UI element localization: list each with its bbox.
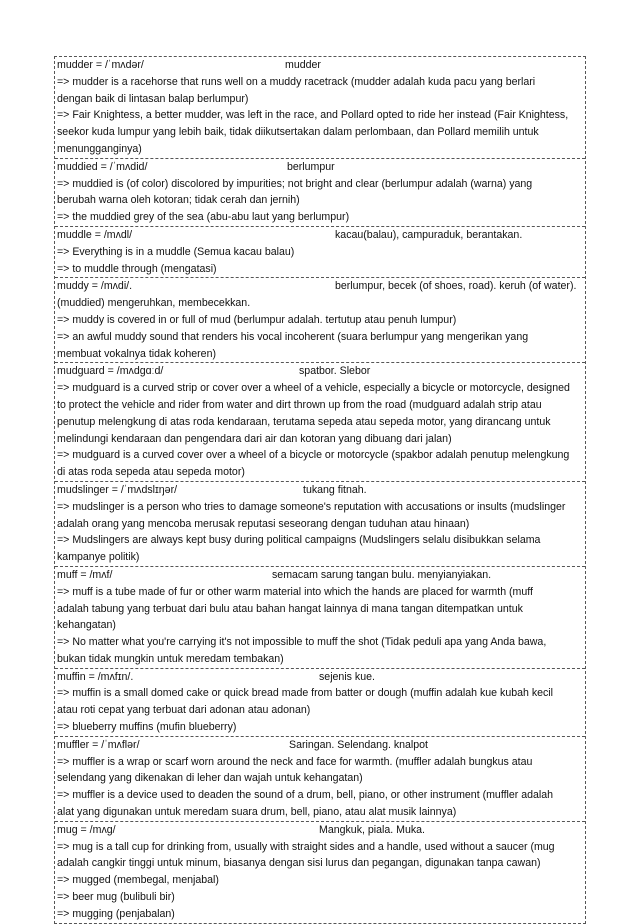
entry-line: => Fair Knightess, a better mudder, was left in the race, and Pollard opted to ride her instead (Fair Knightess, [57,109,569,122]
entry-line: dengan baik di lintasan balap berlumpur) [57,92,249,105]
entry-header [57,227,583,244]
entry-line: berubah warna oleh kotoran; tidak cerah dan jernih) [57,194,300,207]
entry-line: => Mudslingers are always kept busy during political campaigns (Mudslingers selalu disibukkan selama [57,534,541,547]
headword: mug = /mʌɡ/ [57,823,116,836]
entry-header [57,669,583,686]
headword-meaning: berlumpur [287,160,335,173]
entry-line: adalah tabung yang terbuat dari bulu atau bahan hangat lainnya di mana tangan ditempatkan untuk [57,602,523,615]
dictionary-entry [55,481,585,566]
dictionary-entry [55,226,585,277]
entry-line: => the muddied grey of the sea (abu-abu laut yang berlumpur) [57,211,350,224]
entry-line: => mudguard is a curved cover over a wheel of a bicycle or motorcycle (spakbor adalah penutup melengkung [57,449,570,462]
headword-meaning: semacam sarung tangan bulu. menyianyiakan. [272,568,492,581]
headword-meaning: Mangkuk, piala. Muka. [319,823,425,836]
entry-line: => mug is a tall cup for drinking from, usually with straight sides and a handle, used without a saucer (mug [57,840,555,853]
headword-meaning: spatbor. Slebor [299,365,371,378]
dictionary-entry [55,566,585,668]
dictionary-entry [55,277,585,362]
entry-line: seekor kuda lumpur yang lebih baik, tidak diikutsertakan dalam perlombaan, dan Pollard memilih untuk [57,126,539,139]
entry-line: => mugging (penjabalan) [57,907,175,920]
entry-line: => beer mug (bulibuli bir) [57,891,175,904]
entry-line: => muff is a tube made of fur or other warm material into which the hands are placed for warmth (muff [57,585,533,598]
entry-line: => an awful muddy sound that renders his vocal incoherent (suara berlumpur yang mengerikan yang [57,330,529,343]
entry-line: to protect the vehicle and rider from water and dirt thrown up from the road (mudguard adalah strip atau [57,398,542,411]
entry-header [57,822,583,839]
entry-line: di atas roda sepeda atau sepeda motor) [57,466,245,479]
entry-header [57,482,583,499]
entry-line: => blueberry muffins (mufin blueberry) [57,721,237,734]
headword: mudguard = /mʌdɡɑːd/ [57,365,164,378]
headword: muddied = /ˈmʌdid/ [57,160,148,173]
entry-header [57,159,583,176]
entry-line: alat yang digunakan untuk meredam suara drum, bell, piano, atau alat musik lainnya) [57,806,457,819]
entry-header [57,278,583,295]
entry-line: kampanye politik) [57,551,140,564]
entry-line: => muddied is (of color) discolored by impurities; not bright and clear (berlumpur adalah (warna) yang [57,177,533,190]
dictionary-entry [55,362,585,481]
dictionary-entry [55,668,585,736]
entry-line: => Everything is in a muddle (Semua kacau balau) [57,245,295,258]
headword: mudder = /ˈmʌdər/ [57,59,144,71]
headword: muddy = /mʌdi/. [57,280,133,293]
entry-line: melindungi kendaraan dan pengendara dari air dan kotoran yang dibuang dari jalan) [57,432,452,445]
entry-line: => mudguard is a curved strip or cover over a wheel of a vehicle, especially a bicycle or motorcycle, designed [57,382,570,395]
entry-line: penutup melengkung di atas roda kendaraan, terutama sepeda atau sepeda motor, yang dirancang untuk [57,415,551,428]
entry-header [57,567,583,584]
entry-line: => No matter what you're carrying it's not impossible to muff the shot (Tidak peduli apa yang Anda bawa, [57,636,547,649]
headword: muff = /mʌf/ [57,568,113,581]
headword: muffin = /mʌfɪn/. [57,670,134,683]
entry-line: => muffler is a device used to deaden the sound of a drum, bell, piano, or other instrument (muffler adalah [57,789,554,802]
dictionary-entry [55,736,585,821]
dictionary-entry [55,57,585,158]
entry-line: => mudder is a racehorse that runs well on a muddy racetrack (mudder adalah kuda pacu yang berlari [57,75,536,88]
entry-header [57,363,583,380]
entry-line: membuat vokalnya tidak koheren) [57,347,216,360]
entry-line: atau roti cepat yang terbuat dari adonan atau adonan) [57,704,311,717]
headword-meaning: kacau(balau), campuraduk, berantakan. [335,228,523,241]
entry-line: => mudslinger is a person who tries to damage someone's reputation with accusations or insults (mudslinger [57,500,566,513]
entry-line: adalah orang yang mencoba merusak reputasi seseorang dengan tuduhan atau hinaan) [57,517,470,530]
dictionary-entries [54,56,586,924]
headword: muffler = /ˈmʌflər/ [57,738,140,751]
entry-line: menungganginya) [57,142,142,155]
entry-line: => muffler is a wrap or scarf worn around the neck and face for warmth. (muffler adalah bungkus atau [57,755,533,768]
entry-line: => muddy is covered in or full of mud (berlumpur adalah. tertutup atau penuh lumpur) [57,313,457,326]
entry-line: => to muddle through (mengatasi) [57,262,217,275]
headword-meaning: Saringan. Selendang. knalpot [289,738,429,751]
entry-line: => mugged (membegal, menjabal) [57,874,219,887]
dictionary-entry [55,158,585,226]
entry-line: bukan tidak mungkin untuk meredam tembakan) [57,652,284,665]
headword-meaning: tukang fitnah. [303,483,367,496]
entry-line: kehangatan) [57,619,116,632]
headword-meaning: sejenis kue. [319,670,375,683]
entry-line: => muffin is a small domed cake or quick bread made from batter or dough (muffin adalah kue kubah kecil [57,687,554,700]
headword: muddle = /mʌdl/ [57,228,133,241]
headword: mudslinger = /ˈmʌdslɪŋər/ [57,483,178,496]
entry-header [57,737,583,754]
headword-meaning: mudder [285,59,321,71]
entry-header [57,57,583,74]
entry-line: (muddied) mengeruhkan, membecekkan. [57,297,251,310]
entry-line: selendang yang dikenakan di leher dan wajah untuk kehangatan) [57,772,363,785]
entry-line: adalah cangkir tinggi untuk minum, biasanya dengan sisi lurus dan pegangan, digunakan tanpa cawan) [57,857,541,870]
headword-meaning: berlumpur, becek (of shoes, road). keruh (of water). [335,280,577,293]
dictionary-entry [55,821,585,923]
